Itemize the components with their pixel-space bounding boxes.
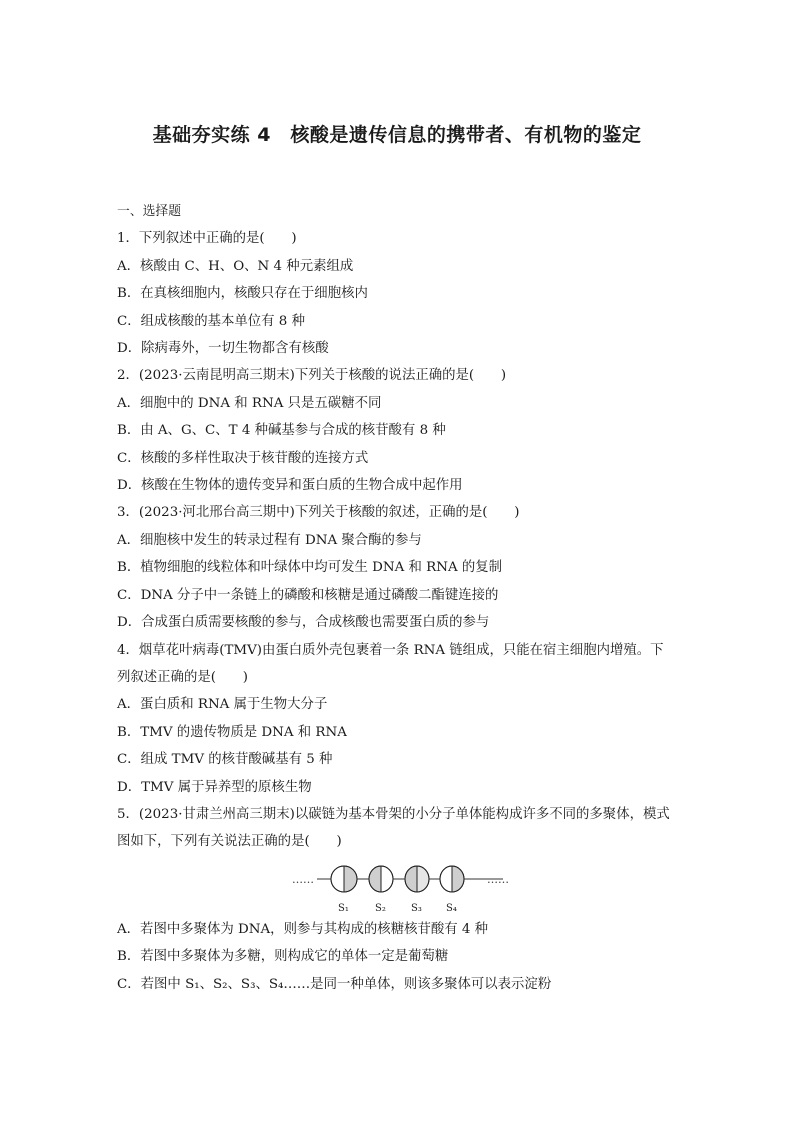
- dots-left: ……: [292, 872, 314, 886]
- option-b: B．在真核细胞内，核酸只存在于细胞核内: [117, 286, 368, 302]
- option-b: B．TMV 的遗传物质是 DNA 和 RNA: [117, 724, 347, 740]
- option-d: D．除病毒外，一切生物都含有核酸: [117, 341, 329, 357]
- question-5: [117, 801, 683, 998]
- question-stem-line-1: 4．烟草花叶病毒(TMV)由蛋白质外壳包裹着一条 RNA 链组成，只能在宿主细胞内增殖。下: [117, 642, 664, 658]
- section-heading: 一、选择题: [117, 204, 181, 219]
- option-a: A．细胞核中发生的转录过程有 DNA 聚合酶的参与: [117, 532, 422, 548]
- question-stem: 3．(2023·河北邢台高三期中)下列关于核酸的叙述，正确的是( ): [117, 505, 520, 521]
- option-a: A．细胞中的 DNA 和 RNA 只是五碳糖不同: [117, 395, 382, 411]
- question-stem-line-2: 图如下，下列有关说法正确的是( ): [117, 834, 342, 850]
- polymer-diagram-svg: [287, 856, 527, 916]
- question-1: [117, 225, 683, 362]
- monomer-s3: [405, 866, 429, 892]
- monomer-s4: [440, 866, 464, 892]
- polymer-diagram: [117, 856, 683, 916]
- option-d: D．TMV 属于异养型的原核生物: [117, 779, 312, 795]
- label-s2: S₂: [375, 902, 386, 914]
- label-s3: S₃: [411, 902, 422, 914]
- option-c: C．组成 TMV 的核苷酸碱基有 5 种: [117, 752, 333, 768]
- option-c: C．组成核酸的基本单位有 8 种: [117, 313, 305, 329]
- label-s1: S₁: [338, 902, 349, 914]
- question-stem-line-2: 列叙述正确的是( ): [117, 669, 248, 685]
- label-s4: S₄: [446, 902, 457, 914]
- option-d: D．核酸在生物体的遗传变异和蛋白质的生物合成中起作用: [117, 478, 463, 494]
- option-a: A．核酸由 C、H、O、N 4 种元素组成: [117, 258, 354, 274]
- question-4: [117, 637, 683, 801]
- question-2: [117, 362, 683, 499]
- option-b: B．由 A、G、C、T 4 种碱基参与合成的核苷酸有 8 种: [117, 423, 446, 439]
- question-stem: 1．下列叙述中正确的是( ): [117, 231, 297, 247]
- option-a: A．若图中多聚体为 DNA，则参与其构成的核糖核苷酸有 4 种: [117, 921, 489, 937]
- question-stem-line-1: 5．(2023·甘肃兰州高三期末)以碳链为基本骨架的小分子单体能构成许多不同的多聚体，模式: [117, 806, 670, 822]
- option-a: A．蛋白质和 RNA 属于生物大分子: [117, 697, 328, 713]
- question-list: [117, 198, 683, 998]
- option-d: D．合成蛋白质需要核酸的参与，合成核酸也需要蛋白质的参与: [117, 615, 490, 631]
- question-3: [117, 499, 683, 636]
- option-b: B．植物细胞的线粒体和叶绿体中均可发生 DNA 和 RNA 的复制: [117, 560, 503, 576]
- option-b: B．若图中多聚体为多糖，则构成它的单体一定是葡萄糖: [117, 949, 449, 965]
- monomer-s2: [369, 866, 393, 892]
- option-c: C．DNA 分子中一条链上的磷酸和核糖是通过磷酸二酯键连接的: [117, 587, 499, 603]
- monomer-s1: [331, 866, 357, 892]
- option-c: C．若图中 S₁、S₂、S₃、S₄……是同一种单体，则该多聚体可以表示淀粉: [117, 976, 552, 992]
- dots-right: ……: [487, 872, 509, 886]
- page-title: 基础夯实练 4 核酸是遗传信息的携带者、有机物的鉴定: [152, 124, 642, 146]
- option-c: C．核酸的多样性取决于核苷酸的连接方式: [117, 450, 369, 466]
- question-stem: 2．(2023·云南昆明高三期末)下列关于核酸的说法正确的是( ): [117, 368, 507, 384]
